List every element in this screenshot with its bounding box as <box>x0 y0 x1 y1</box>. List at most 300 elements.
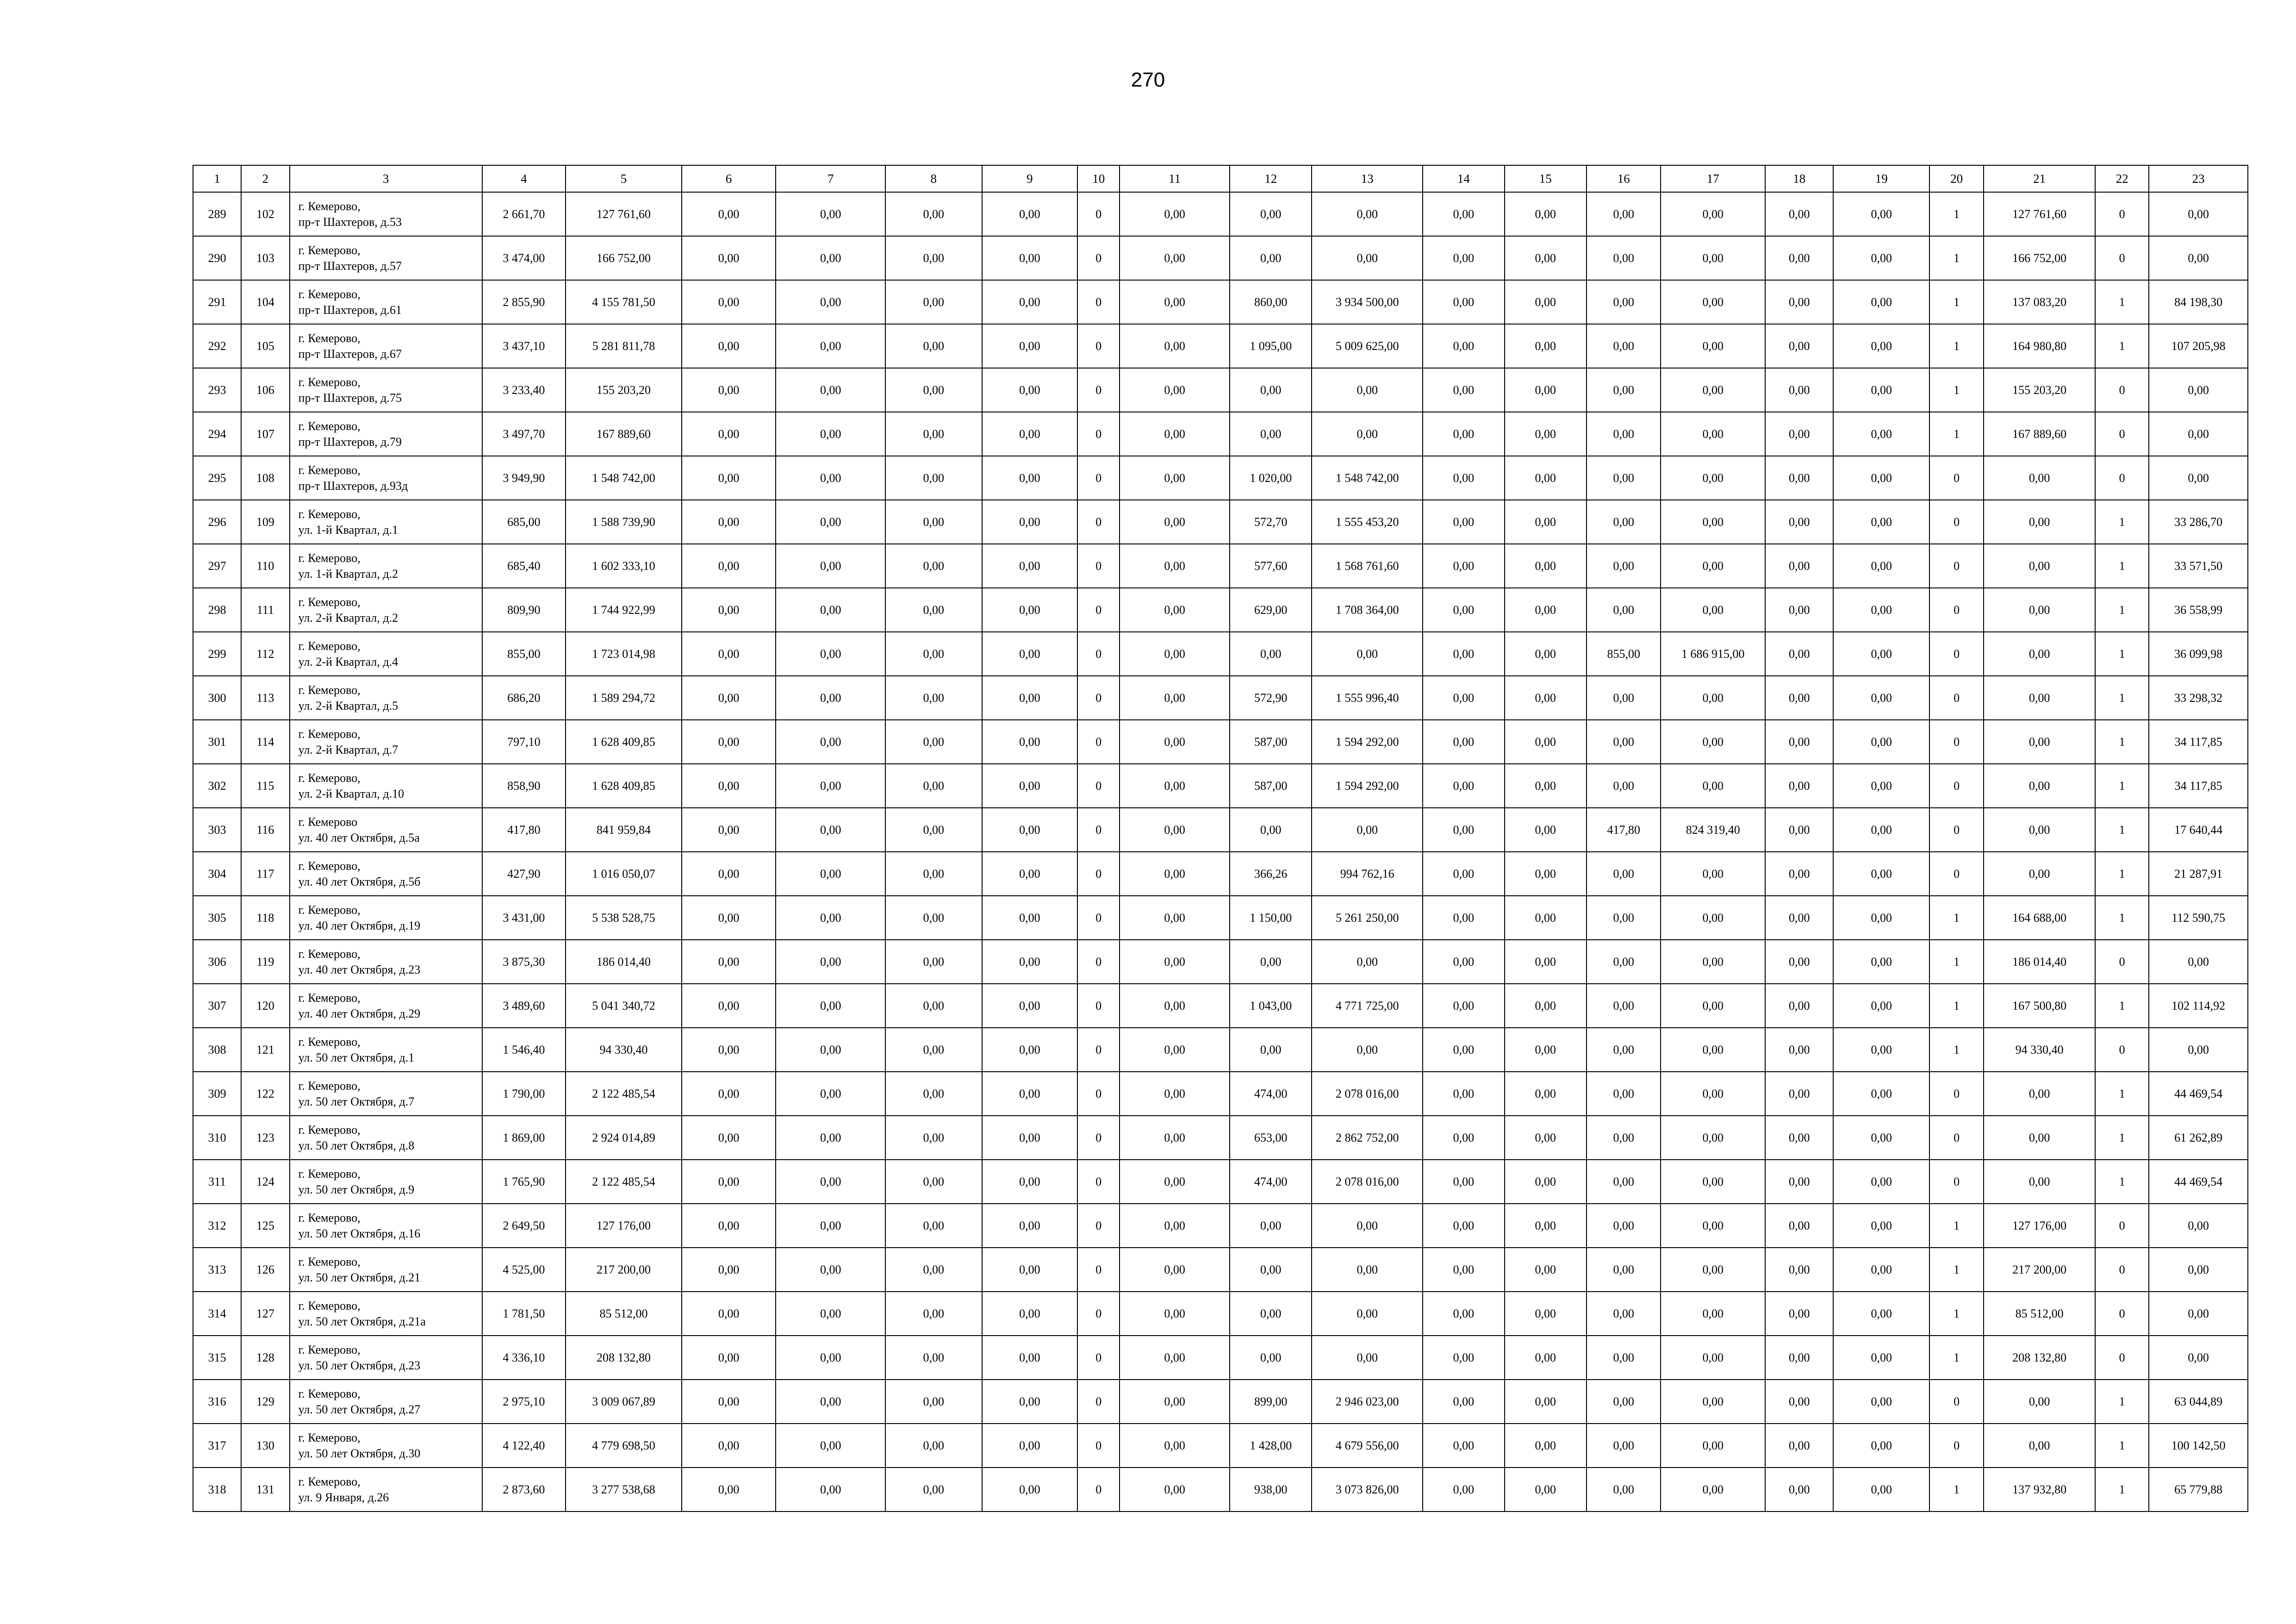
address-line: ул. 50 лет Октября, д.27 <box>298 1402 421 1416</box>
table-cell: 0,00 <box>982 456 1078 500</box>
table-cell: 0 <box>1929 456 1984 500</box>
table-cell: 2 975,10 <box>482 1380 566 1424</box>
table-cell: 899,00 <box>1230 1380 1312 1424</box>
table-cell: 164 688,00 <box>1984 896 2095 940</box>
table-cell: 0,00 <box>1423 808 1504 852</box>
address-cell <box>290 852 482 896</box>
column-header: 9 <box>982 165 1078 192</box>
table-cell: 0,00 <box>776 1292 885 1336</box>
table-cell: 0 <box>2095 412 2149 456</box>
table-cell: 0,00 <box>982 588 1078 632</box>
table-cell: 0,00 <box>1505 588 1587 632</box>
table-cell: 292 <box>193 324 241 368</box>
column-header: 15 <box>1505 165 1587 192</box>
table-row <box>193 500 2248 544</box>
address-line: г. Кемерово, <box>298 463 361 477</box>
table-cell: 0,00 <box>885 1380 982 1424</box>
table-cell: 0,00 <box>1587 1028 1661 1072</box>
column-header: 4 <box>482 165 566 192</box>
table-cell: 0,00 <box>1661 192 1765 236</box>
table-cell: 294 <box>193 412 241 456</box>
table-cell: 0,00 <box>1661 1380 1765 1424</box>
table-cell: 0,00 <box>1765 1072 1833 1116</box>
table-cell: 0,00 <box>1120 1116 1230 1160</box>
table-cell: 33 298,32 <box>2149 676 2248 720</box>
address-cell <box>290 764 482 808</box>
table-cell: 0,00 <box>1423 324 1504 368</box>
table-cell: 0,00 <box>982 544 1078 588</box>
table-cell: 0,00 <box>982 412 1078 456</box>
table-cell: 0,00 <box>982 1292 1078 1336</box>
table-cell: 0,00 <box>2149 1204 2248 1248</box>
table-cell: 0,00 <box>1120 720 1230 764</box>
table-cell: 0,00 <box>1765 324 1833 368</box>
table-body <box>193 192 2248 1512</box>
table-cell: 0,00 <box>1765 192 1833 236</box>
table-row <box>193 280 2248 324</box>
address-line: пр-т Шахтеров, д.75 <box>298 391 402 405</box>
table-cell: 0,00 <box>982 1116 1078 1160</box>
table-cell: 797,10 <box>482 720 566 764</box>
table-cell: 0,00 <box>1765 984 1833 1028</box>
table-cell: 5 538 528,75 <box>566 896 682 940</box>
table-cell: 2 873,60 <box>482 1468 566 1512</box>
address-line: г. Кемерово, <box>298 1167 361 1181</box>
column-header: 8 <box>885 165 982 192</box>
table-cell: 1 <box>1929 1204 1984 1248</box>
table-cell: 0,00 <box>1661 544 1765 588</box>
table-cell: 0,00 <box>1661 896 1765 940</box>
table-cell: 1 <box>2095 764 2149 808</box>
address-cell <box>290 632 482 676</box>
address-line: пр-т Шахтеров, д.79 <box>298 435 402 449</box>
table-cell: 217 200,00 <box>1984 1248 2095 1292</box>
table-cell: 0,00 <box>1984 1116 2095 1160</box>
address-cell <box>290 1292 482 1336</box>
address-cell <box>290 1116 482 1160</box>
table-cell: 312 <box>193 1204 241 1248</box>
table-cell: 125 <box>241 1204 289 1248</box>
table-cell: 1 <box>1929 1468 1984 1512</box>
table-cell: 0,00 <box>682 984 776 1028</box>
table-cell: 0 <box>1077 1336 1120 1380</box>
table-row <box>193 236 2248 280</box>
table-cell: 1 <box>1929 412 1984 456</box>
table-cell: 0,00 <box>682 720 776 764</box>
address-line: г. Кемерово, <box>298 243 361 257</box>
table-cell: 0,00 <box>1765 764 1833 808</box>
column-header: 14 <box>1423 165 1504 192</box>
table-cell: 4 525,00 <box>482 1248 566 1292</box>
table-cell: 0,00 <box>1423 544 1504 588</box>
address-line: ул. 1-й Квартал, д.1 <box>298 523 398 537</box>
table-cell: 0,00 <box>1984 1072 2095 1116</box>
table-cell: 314 <box>193 1292 241 1336</box>
table-cell: 0,00 <box>1120 1468 1230 1512</box>
table-cell: 0 <box>1929 632 1984 676</box>
table-cell: 129 <box>241 1380 289 1424</box>
table-cell: 0,00 <box>1120 456 1230 500</box>
table-cell: 2 661,70 <box>482 192 566 236</box>
table-cell: 0,00 <box>682 588 776 632</box>
table-cell: 0,00 <box>885 1468 982 1512</box>
table-cell: 2 855,90 <box>482 280 566 324</box>
table-cell: 0,00 <box>1505 808 1587 852</box>
table-cell: 0,00 <box>1505 192 1587 236</box>
table-cell: 0,00 <box>1833 324 1929 368</box>
table-row <box>193 808 2248 852</box>
table-cell: 0,00 <box>1505 1028 1587 1072</box>
address-line: г. Кемерово, <box>298 1079 361 1093</box>
address-line: г. Кемерово, <box>298 639 361 653</box>
table-cell: 0,00 <box>1423 852 1504 896</box>
table-cell: 0 <box>1077 192 1120 236</box>
table-cell: 858,90 <box>482 764 566 808</box>
table-cell: 0,00 <box>1765 280 1833 324</box>
table-cell: 0,00 <box>982 1380 1078 1424</box>
table-cell: 166 752,00 <box>566 236 682 280</box>
table-cell: 0,00 <box>1661 1072 1765 1116</box>
table-cell: 0,00 <box>1765 456 1833 500</box>
table-cell: 0,00 <box>1120 588 1230 632</box>
table-row <box>193 896 2248 940</box>
table-cell: 295 <box>193 456 241 500</box>
table-cell: 685,40 <box>482 544 566 588</box>
table-cell: 809,90 <box>482 588 566 632</box>
address-line: г. Кемерово, <box>298 1123 361 1137</box>
table-row <box>193 852 2248 896</box>
table-cell: 1 020,00 <box>1230 456 1312 500</box>
address-cell <box>290 1028 482 1072</box>
table-cell: 0,00 <box>682 544 776 588</box>
table-cell: 1 <box>2095 1160 2149 1204</box>
table-cell: 1 <box>2095 280 2149 324</box>
table-cell: 208 132,80 <box>566 1336 682 1380</box>
table-cell: 118 <box>241 896 289 940</box>
table-cell: 1 602 333,10 <box>566 544 682 588</box>
table-cell: 0,00 <box>1423 1072 1504 1116</box>
address-line: ул. 9 Января, д.26 <box>298 1490 389 1504</box>
table-cell: 291 <box>193 280 241 324</box>
table-cell: 0,00 <box>1587 324 1661 368</box>
table-cell: 0,00 <box>1765 896 1833 940</box>
table-cell: 0,00 <box>1423 676 1504 720</box>
table-cell: 1 568 761,60 <box>1312 544 1423 588</box>
table-cell: 0,00 <box>885 1336 982 1380</box>
table-cell: 0,00 <box>682 1248 776 1292</box>
address-line: г. Кемерово, <box>298 683 361 697</box>
address-cell <box>290 368 482 412</box>
address-line: ул. 50 лет Октября, д.16 <box>298 1226 421 1240</box>
address-cell <box>290 456 482 500</box>
table-cell: 0,00 <box>1505 632 1587 676</box>
table-cell: 0,00 <box>1312 632 1423 676</box>
table-cell: 0,00 <box>1120 236 1230 280</box>
table-cell: 313 <box>193 1248 241 1292</box>
table-cell: 0,00 <box>1833 280 1929 324</box>
table-cell: 0,00 <box>776 324 885 368</box>
table-cell: 109 <box>241 500 289 544</box>
table-cell: 0,00 <box>1120 896 1230 940</box>
address-line: ул. 2-й Квартал, д.7 <box>298 743 398 756</box>
table-row <box>193 1072 2248 1116</box>
table-cell: 1 <box>1929 1248 1984 1292</box>
table-cell: 0 <box>1929 544 1984 588</box>
table-cell: 841 959,84 <box>566 808 682 852</box>
table-cell: 0,00 <box>1587 544 1661 588</box>
table-cell: 0,00 <box>1765 1160 1833 1204</box>
table-cell: 0,00 <box>1587 676 1661 720</box>
table-cell: 0,00 <box>1984 1160 2095 1204</box>
table-row <box>193 412 2248 456</box>
table-cell: 572,90 <box>1230 676 1312 720</box>
table-cell: 4 155 781,50 <box>566 280 682 324</box>
table-cell: 0,00 <box>1423 588 1504 632</box>
table-cell: 0,00 <box>1505 1336 1587 1380</box>
address-cell <box>290 1248 482 1292</box>
table-row <box>193 940 2248 984</box>
address-line: ул. 40 лет Октября, д.5а <box>298 831 420 844</box>
table-cell: 0,00 <box>1120 1424 1230 1468</box>
table-cell: 0 <box>1077 940 1120 984</box>
address-cell <box>290 1160 482 1204</box>
table-cell: 1 <box>2095 632 2149 676</box>
table-cell: 0,00 <box>982 500 1078 544</box>
table-cell: 0 <box>1077 896 1120 940</box>
table-cell: 0 <box>2095 1292 2149 1336</box>
table-cell: 0,00 <box>982 1072 1078 1116</box>
table-cell: 0,00 <box>1505 896 1587 940</box>
table-cell: 0,00 <box>982 676 1078 720</box>
table-cell: 0,00 <box>1984 676 2095 720</box>
address-line: ул. 50 лет Октября, д.23 <box>298 1358 421 1372</box>
table-cell: 0,00 <box>1423 1424 1504 1468</box>
column-header: 12 <box>1230 165 1312 192</box>
table-cell: 0,00 <box>982 764 1078 808</box>
table-cell: 577,60 <box>1230 544 1312 588</box>
table-cell: 0,00 <box>1312 1248 1423 1292</box>
table-cell: 1 <box>2095 676 2149 720</box>
table-cell: 0,00 <box>2149 236 2248 280</box>
table-cell: 217 200,00 <box>566 1248 682 1292</box>
table-cell: 0,00 <box>1230 236 1312 280</box>
address-line: ул. 50 лет Октября, д.21 <box>298 1270 421 1284</box>
address-line: г. Кемерово, <box>298 771 361 785</box>
table-cell: 0,00 <box>776 632 885 676</box>
address-cell <box>290 544 482 588</box>
table-cell: 0,00 <box>2149 412 2248 456</box>
table-cell: 0,00 <box>1230 808 1312 852</box>
table-cell: 572,70 <box>1230 500 1312 544</box>
table-cell: 2 078 016,00 <box>1312 1072 1423 1116</box>
table-cell: 0,00 <box>776 544 885 588</box>
address-cell <box>290 808 482 852</box>
table-cell: 0,00 <box>1312 412 1423 456</box>
table-cell: 127 761,60 <box>1984 192 2095 236</box>
table-cell: 0,00 <box>1230 1248 1312 1292</box>
table-cell: 0,00 <box>1984 588 2095 632</box>
table-cell: 0,00 <box>1120 192 1230 236</box>
address-line: г. Кемерово, <box>298 507 361 521</box>
table-cell: 417,80 <box>482 808 566 852</box>
table-cell: 4 122,40 <box>482 1424 566 1468</box>
table-cell: 0,00 <box>1765 1204 1833 1248</box>
address-line: г. Кемерово, <box>298 1474 361 1488</box>
table-cell: 0 <box>1077 280 1120 324</box>
table-cell: 0,00 <box>776 1072 885 1116</box>
table-cell: 105 <box>241 324 289 368</box>
address-line: г. Кемерово, <box>298 991 361 1005</box>
table-cell: 84 198,30 <box>2149 280 2248 324</box>
table-cell: 0 <box>1929 500 1984 544</box>
table-cell: 0,00 <box>1423 192 1504 236</box>
table-cell: 1 <box>1929 280 1984 324</box>
table-cell: 1 <box>1929 940 1984 984</box>
table-cell: 0 <box>2095 192 2149 236</box>
table-cell: 107 205,98 <box>2149 324 2248 368</box>
table-cell: 0,00 <box>1587 940 1661 984</box>
table-cell: 0,00 <box>1505 1468 1587 1512</box>
table-cell: 860,00 <box>1230 280 1312 324</box>
table-cell: 0 <box>2095 1248 2149 1292</box>
table-cell: 36 558,99 <box>2149 588 2248 632</box>
table-cell: 3 277 538,68 <box>566 1468 682 1512</box>
column-header: 7 <box>776 165 885 192</box>
table-cell: 2 122 485,54 <box>566 1072 682 1116</box>
table-cell: 5 041 340,72 <box>566 984 682 1028</box>
table-cell: 3 934 500,00 <box>1312 280 1423 324</box>
table-cell: 0,00 <box>1661 1160 1765 1204</box>
table-cell: 0,00 <box>1312 1204 1423 1248</box>
table-cell: 1 150,00 <box>1230 896 1312 940</box>
table-cell: 293 <box>193 368 241 412</box>
table-cell: 0,00 <box>1661 940 1765 984</box>
table-cell: 0,00 <box>885 1160 982 1204</box>
address-line: г. Кемерово, <box>298 375 361 389</box>
table-cell: 127 176,00 <box>1984 1204 2095 1248</box>
table-cell: 85 512,00 <box>1984 1292 2095 1336</box>
table-cell: 0,00 <box>776 456 885 500</box>
table-cell: 0,00 <box>1833 456 1929 500</box>
table-cell: 1 <box>1929 1336 1984 1380</box>
table-cell: 0,00 <box>982 1248 1078 1292</box>
table-row <box>193 1292 2248 1336</box>
table-row <box>193 1336 2248 1380</box>
table-cell: 3 474,00 <box>482 236 566 280</box>
table-cell: 1 <box>2095 896 2149 940</box>
table-cell: 0,00 <box>1312 1336 1423 1380</box>
table-cell: 587,00 <box>1230 764 1312 808</box>
table-cell: 0,00 <box>776 1248 885 1292</box>
table-row <box>193 588 2248 632</box>
table-cell: 0 <box>1929 1424 1984 1468</box>
table-cell: 0 <box>1077 1028 1120 1072</box>
table-cell: 0,00 <box>885 1072 982 1116</box>
table-cell: 296 <box>193 500 241 544</box>
table-cell: 0,00 <box>776 236 885 280</box>
column-header: 10 <box>1077 165 1120 192</box>
table-cell: 0,00 <box>1661 852 1765 896</box>
table-cell: 0,00 <box>1587 588 1661 632</box>
table-cell: 0,00 <box>682 808 776 852</box>
table-cell: 2 649,50 <box>482 1204 566 1248</box>
table-cell: 1 <box>2095 500 2149 544</box>
address-cell <box>290 412 482 456</box>
column-header: 3 <box>290 165 482 192</box>
address-line: ул. 2-й Квартал, д.2 <box>298 611 398 625</box>
address-line: г. Кемерово, <box>298 727 361 741</box>
table-cell: 0,00 <box>1423 1292 1504 1336</box>
table-cell: 0,00 <box>1833 1424 1929 1468</box>
table-cell: 1 628 409,85 <box>566 720 682 764</box>
table-cell: 65 779,88 <box>2149 1468 2248 1512</box>
address-line: ул. 40 лет Октября, д.23 <box>298 962 421 976</box>
table-cell: 0,00 <box>682 192 776 236</box>
table-cell: 855,00 <box>1587 632 1661 676</box>
table-cell: 994 762,16 <box>1312 852 1423 896</box>
table-cell: 0 <box>1077 412 1120 456</box>
table-cell: 0 <box>2095 236 2149 280</box>
table-cell: 0,00 <box>776 1468 885 1512</box>
table-cell: 1 016 050,07 <box>566 852 682 896</box>
table-cell: 0,00 <box>1984 500 2095 544</box>
address-line: г. Кемерово, <box>298 1430 361 1444</box>
table-cell: 0,00 <box>1661 588 1765 632</box>
table-cell: 131 <box>241 1468 289 1512</box>
table-cell: 0,00 <box>1505 500 1587 544</box>
table-cell: 0,00 <box>1423 412 1504 456</box>
table-cell: 0,00 <box>1765 720 1833 764</box>
table-cell: 316 <box>193 1380 241 1424</box>
table-cell: 0,00 <box>1120 764 1230 808</box>
table-cell: 0,00 <box>682 896 776 940</box>
address-cell <box>290 1468 482 1512</box>
table-cell: 0,00 <box>1230 412 1312 456</box>
table-cell: 0,00 <box>1505 676 1587 720</box>
table-cell: 0,00 <box>885 544 982 588</box>
table-cell: 0,00 <box>1833 236 1929 280</box>
table-cell: 1 <box>1929 1028 1984 1072</box>
table-cell: 309 <box>193 1072 241 1116</box>
table-cell: 33 286,70 <box>2149 500 2248 544</box>
table-cell: 0,00 <box>776 1380 885 1424</box>
table-cell: 116 <box>241 808 289 852</box>
table-cell: 0,00 <box>1505 1292 1587 1336</box>
table-cell: 0,00 <box>682 1380 776 1424</box>
address-line: пр-т Шахтеров, д.67 <box>298 347 402 361</box>
table-cell: 0,00 <box>1423 1468 1504 1512</box>
table-cell: 0,00 <box>982 1468 1078 1512</box>
table-cell: 3 233,40 <box>482 368 566 412</box>
table-cell: 1 765,90 <box>482 1160 566 1204</box>
table-cell: 2 946 023,00 <box>1312 1380 1423 1424</box>
table-cell: 0,00 <box>1230 1292 1312 1336</box>
table-cell: 0,00 <box>776 280 885 324</box>
address-line: г. Кемерово, <box>298 551 361 565</box>
table-cell: 0,00 <box>2149 940 2248 984</box>
table-cell: 0,00 <box>1765 368 1833 412</box>
table-cell: 111 <box>241 588 289 632</box>
table-cell: 4 779 698,50 <box>566 1424 682 1468</box>
table-cell: 0,00 <box>1661 500 1765 544</box>
table-cell: 0,00 <box>1661 236 1765 280</box>
table-cell: 0,00 <box>776 1160 885 1204</box>
table-cell: 85 512,00 <box>566 1292 682 1336</box>
table-cell: 0,00 <box>1423 940 1504 984</box>
table-cell: 1 <box>1929 236 1984 280</box>
table-cell: 1 <box>2095 852 2149 896</box>
table-cell: 0,00 <box>982 632 1078 676</box>
